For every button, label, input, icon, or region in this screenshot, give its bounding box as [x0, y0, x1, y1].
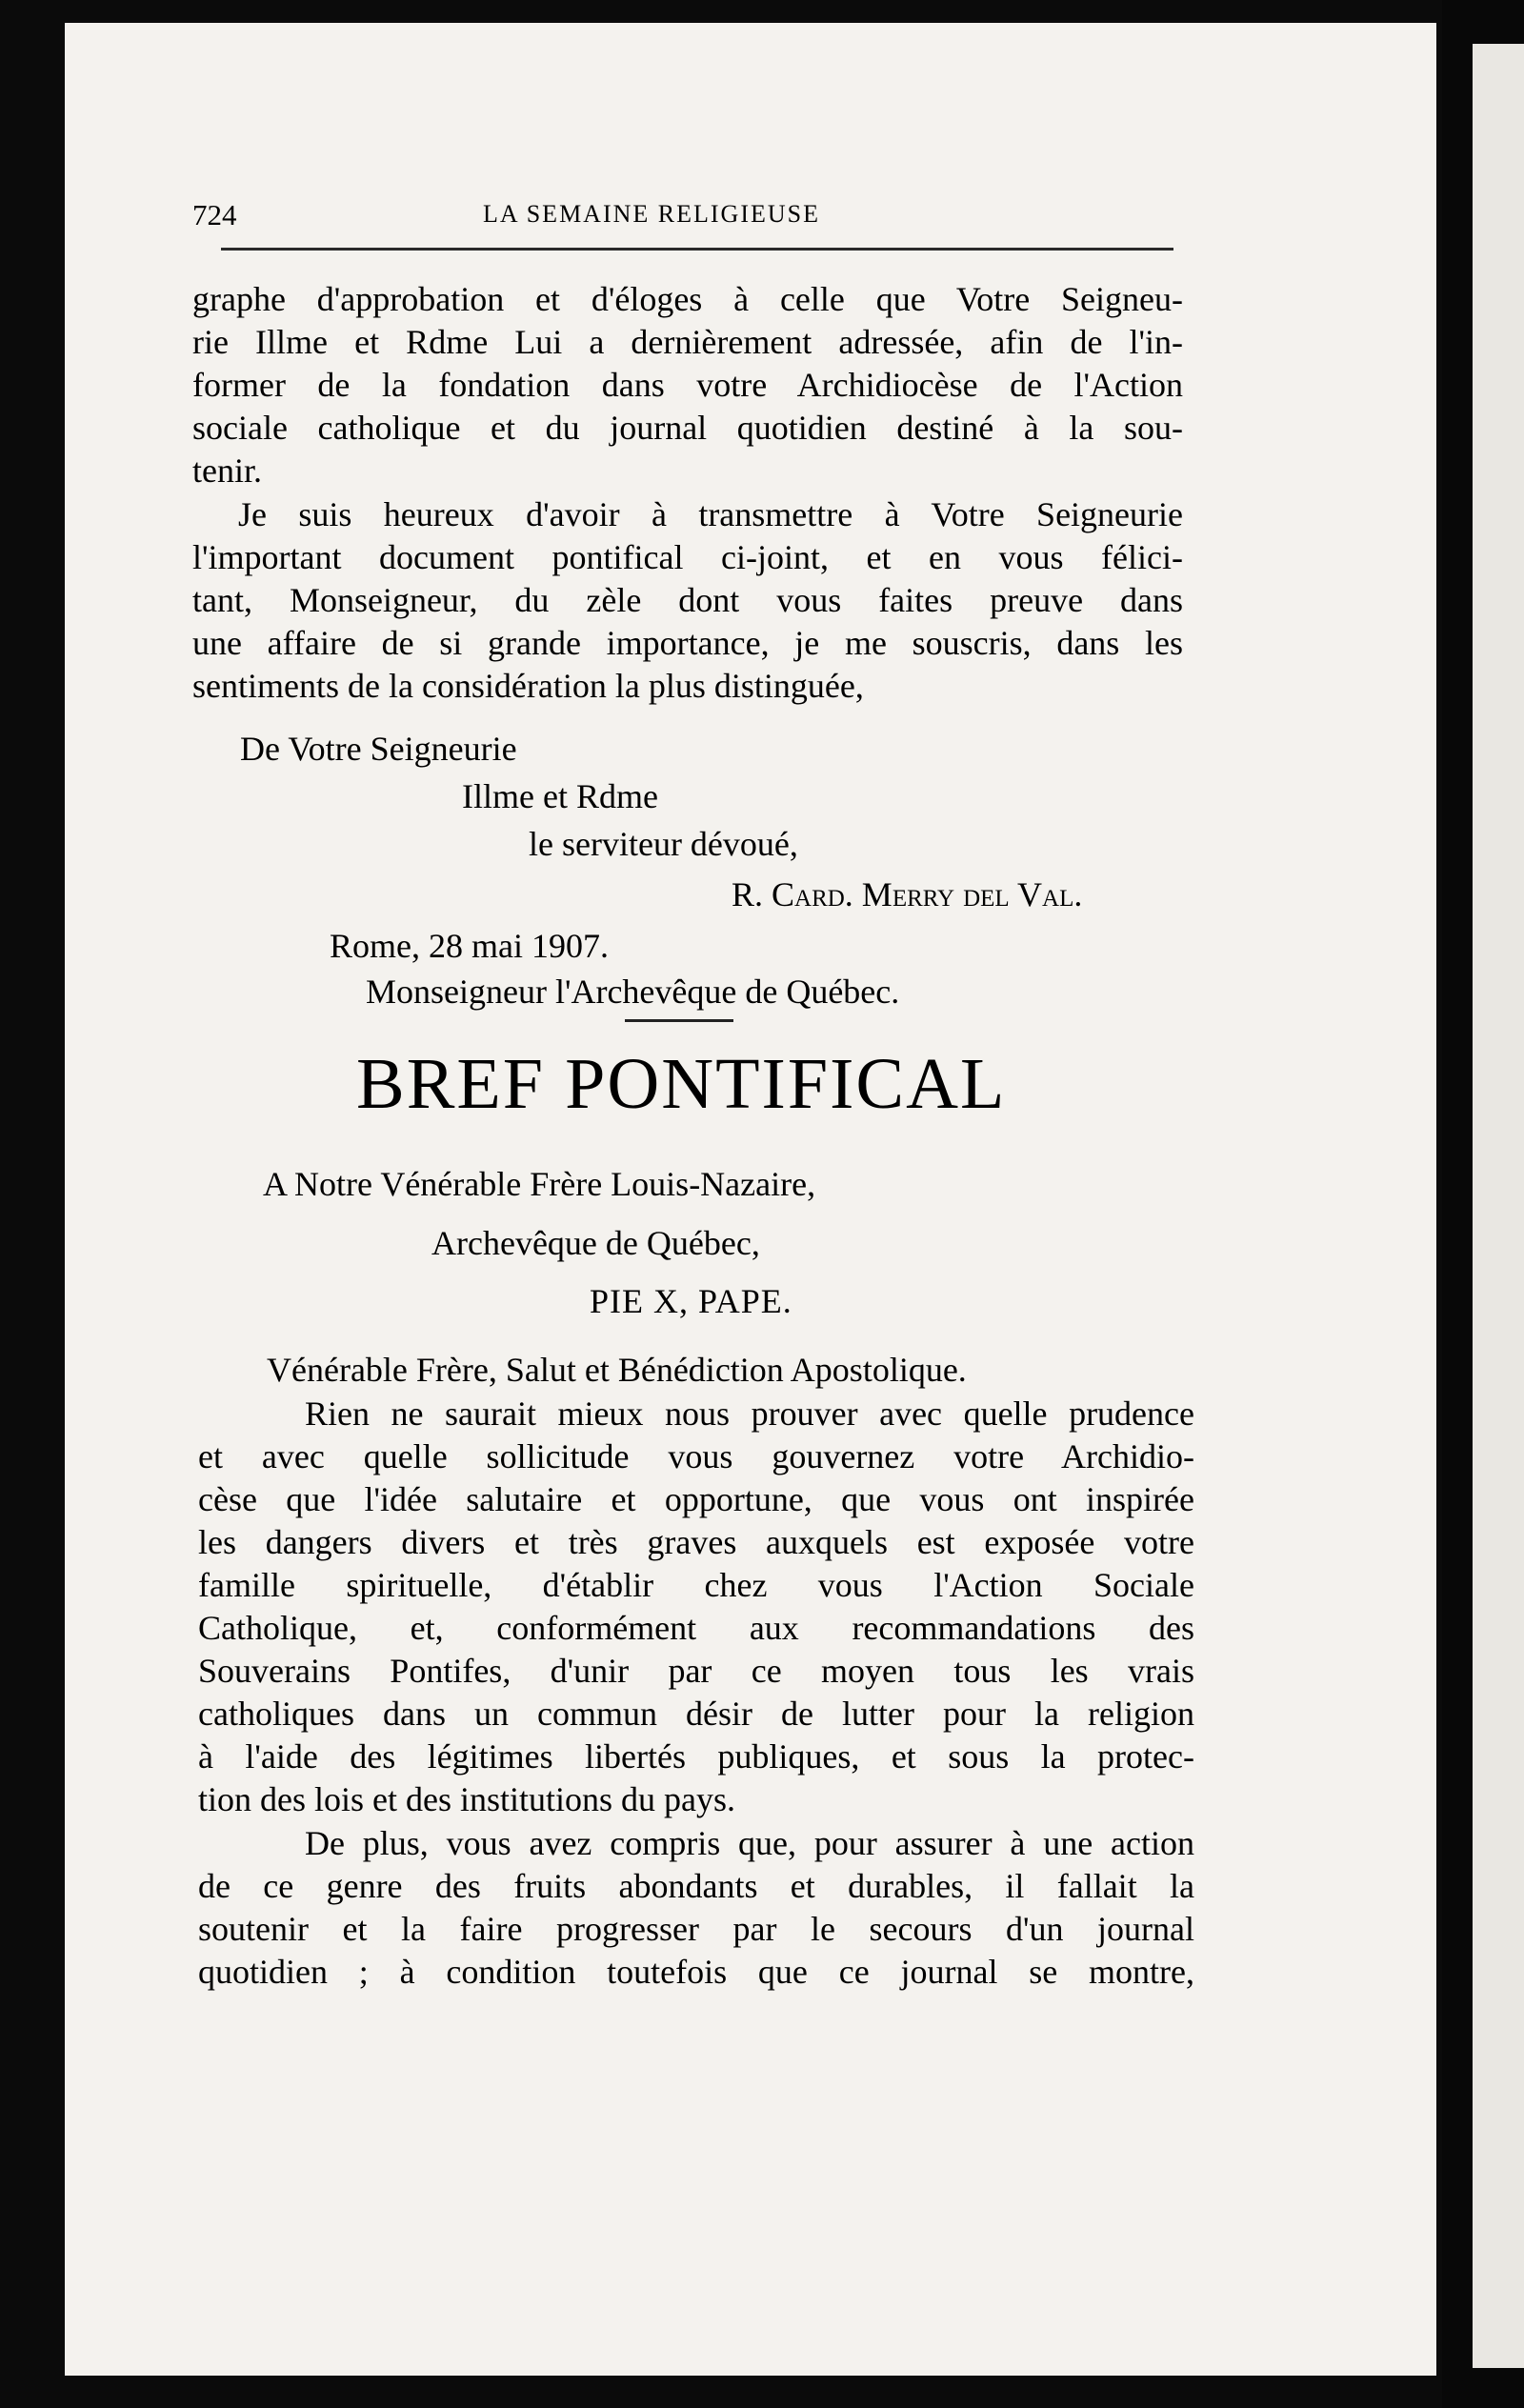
text-line: De plus, vous avez compris que, pour assurer à une action [305, 1824, 1194, 1862]
text-line: famille spirituelle, d'établir chez vous l'Action Sociale [198, 1566, 1194, 1604]
text-line: rie Illme et Rdme Lui a dernièrement adressée, afin de l'in- [192, 323, 1183, 361]
adjacent-page-edge [1473, 44, 1524, 2368]
bref-salutation: Vénérable Frère, Salut et Bénédiction Apostolique. [267, 1351, 967, 1389]
section-title: BREF PONTIFICAL [356, 1044, 1007, 1124]
text-line: sociale catholique et du journal quotidien destiné à la sou- [192, 409, 1183, 447]
running-title: LA SEMAINE RELIGIEUSE [483, 200, 820, 228]
text-line: à l'aide des légitimes libertés publiques, et sous la protec- [198, 1737, 1194, 1776]
letter-paragraph-2 [192, 493, 1183, 708]
text-line: et avec quelle sollicitude vous gouvernez votre Archidio- [198, 1437, 1194, 1475]
text-line: tenir. [192, 452, 262, 490]
letter-paragraph-1 [192, 278, 1183, 492]
text-line: former de la fondation dans votre Archidiocèse de l'Action [192, 366, 1183, 404]
text-line: graphe d'approbation et d'éloges à celle que Votre Seigneu- [192, 280, 1183, 318]
closing-line-3: le serviteur dévoué, [529, 825, 798, 863]
page-number: 724 [192, 198, 237, 231]
text-line: sentiments de la considération la plus distinguée, [192, 667, 864, 705]
text-line: soutenir et la faire progresser par le secours d'un journal [198, 1910, 1194, 1948]
section-separator [625, 1019, 733, 1022]
closing-line-1: De Votre Seigneurie [240, 730, 517, 768]
bref-recipient-line-1: A Notre Vénérable Frère Louis-Nazaire, [263, 1165, 816, 1203]
text-line: les dangers divers et très graves auxquels est exposée votre [198, 1523, 1194, 1561]
bref-sender: PIE X, PAPE. [590, 1282, 792, 1320]
text-line: tion des lois et des institutions du pays. [198, 1780, 735, 1818]
text-line: de ce genre des fruits abondants et durables, il fallait la [198, 1867, 1194, 1905]
bref-recipient-line-2: Archevêque de Québec, [431, 1224, 760, 1262]
text-line: Catholique, et, conformément aux recommandations des [198, 1609, 1194, 1647]
bref-paragraph-1 [198, 1393, 1194, 1821]
text-line: une affaire de si grande importance, je me souscris, dans les [192, 624, 1183, 662]
place-date: Rome, 28 mai 1907. [330, 927, 609, 965]
text-line: Je suis heureux d'avoir à transmettre à Votre Seigneurie [238, 495, 1183, 533]
text-line: tant, Monseigneur, du zèle dont vous faites preuve dans [192, 581, 1183, 619]
text-line: Souverains Pontifes, d'unir par ce moyen tous les vrais [198, 1652, 1194, 1690]
header-rule [221, 248, 1173, 251]
bref-paragraph-2 [198, 1822, 1194, 1994]
signature: R. Card. Merry del Val. [732, 875, 1083, 913]
text-line: l'important document pontifical ci-joint, et en vous félici- [192, 538, 1183, 576]
text-line: Rien ne saurait mieux nous prouver avec quelle prudence [305, 1395, 1194, 1433]
addressee: Monseigneur l'Archevêque de Québec. [366, 973, 900, 1011]
closing-line-2: Illme et Rdme [462, 777, 658, 815]
text-line: quotidien ; à condition toutefois que ce journal se montre, [198, 1953, 1194, 1991]
text-line: catholiques dans un commun désir de lutter pour la religion [198, 1695, 1194, 1733]
text-line: cèse que l'idée salutaire et opportune, que vous ont inspirée [198, 1480, 1194, 1518]
